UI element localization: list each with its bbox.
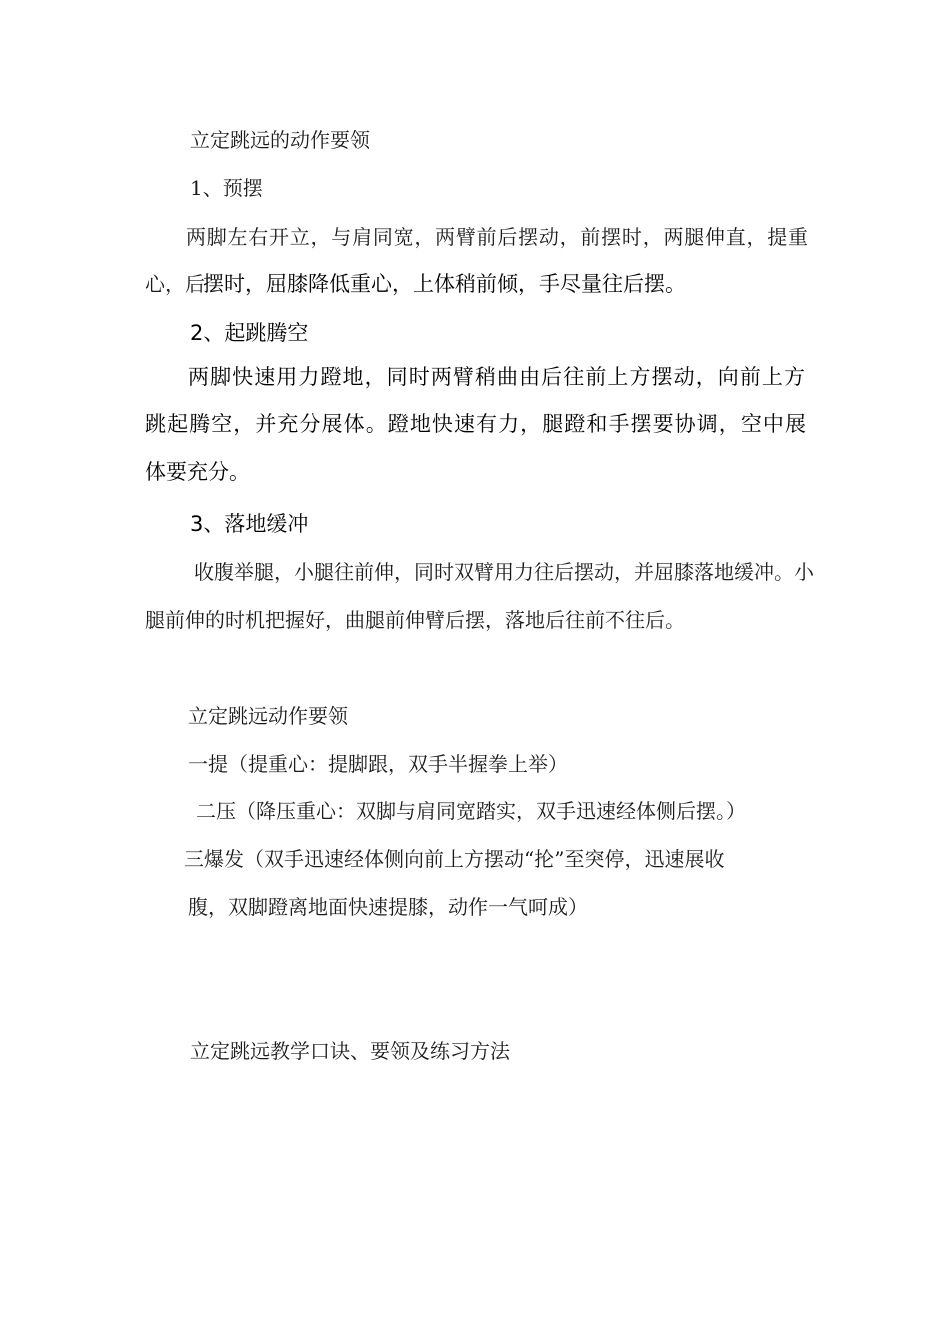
step1-paragraph-line1: 两脚左右开立，与肩同宽，两臂前后摆动，前摆时，两腿伸直，提重 <box>186 225 808 249</box>
step1-paragraph-line2-start: 心，后 <box>145 272 205 296</box>
step1-paragraph-line2-end: 摆时，屈膝降低重心，上体稍前倾，手尽量往后摆。 <box>203 272 686 296</box>
step3-heading: 3、落地缓冲 <box>190 512 309 536</box>
section2-item-press: 二压（降压重心：双脚与肩同宽踏实，双手迅速经体侧后摆。） <box>196 799 746 823</box>
section2-item-burst-line1: 三爆发（双手迅速经体侧向前上方摆动“抡”至突停，迅速展收 <box>184 847 725 871</box>
section2-item-burst-line2: 腹，双脚蹬离地面快速提膝，动作一气呵成） <box>188 895 588 919</box>
section3-title: 立定跳远教学口诀、要领及练习方法 <box>190 1039 510 1063</box>
section2-title: 立定跳远动作要领 <box>188 704 348 728</box>
step2-paragraph-line2: 跳起腾空，并充分展体。蹬地快速有力，腿蹬和手摆要协调，空中展 <box>145 412 806 436</box>
step3-paragraph-line1: 收腹举腿，小腿往前伸，同时双臂用力往后摆动，并屈膝落地缓冲。小 <box>194 560 814 584</box>
step1-heading: 1、预摆 <box>190 176 263 200</box>
section2-item-lift: 一提（提重心：提脚跟，双手半握拳上举） <box>188 752 568 776</box>
step2-paragraph-line1: 两脚快速用力蹬地，同时两臂稍曲由后往前上方摆动，向前上方 <box>188 365 805 389</box>
step2-paragraph-line3: 体要充分。 <box>145 460 250 484</box>
step3-paragraph-line2: 腿前伸的时机把握好，曲腿前伸臂后摆，落地后往前不往后。 <box>145 608 685 632</box>
step2-heading: 2、起跳腾空 <box>190 321 309 345</box>
section1-title: 立定跳远的动作要领 <box>190 128 370 152</box>
